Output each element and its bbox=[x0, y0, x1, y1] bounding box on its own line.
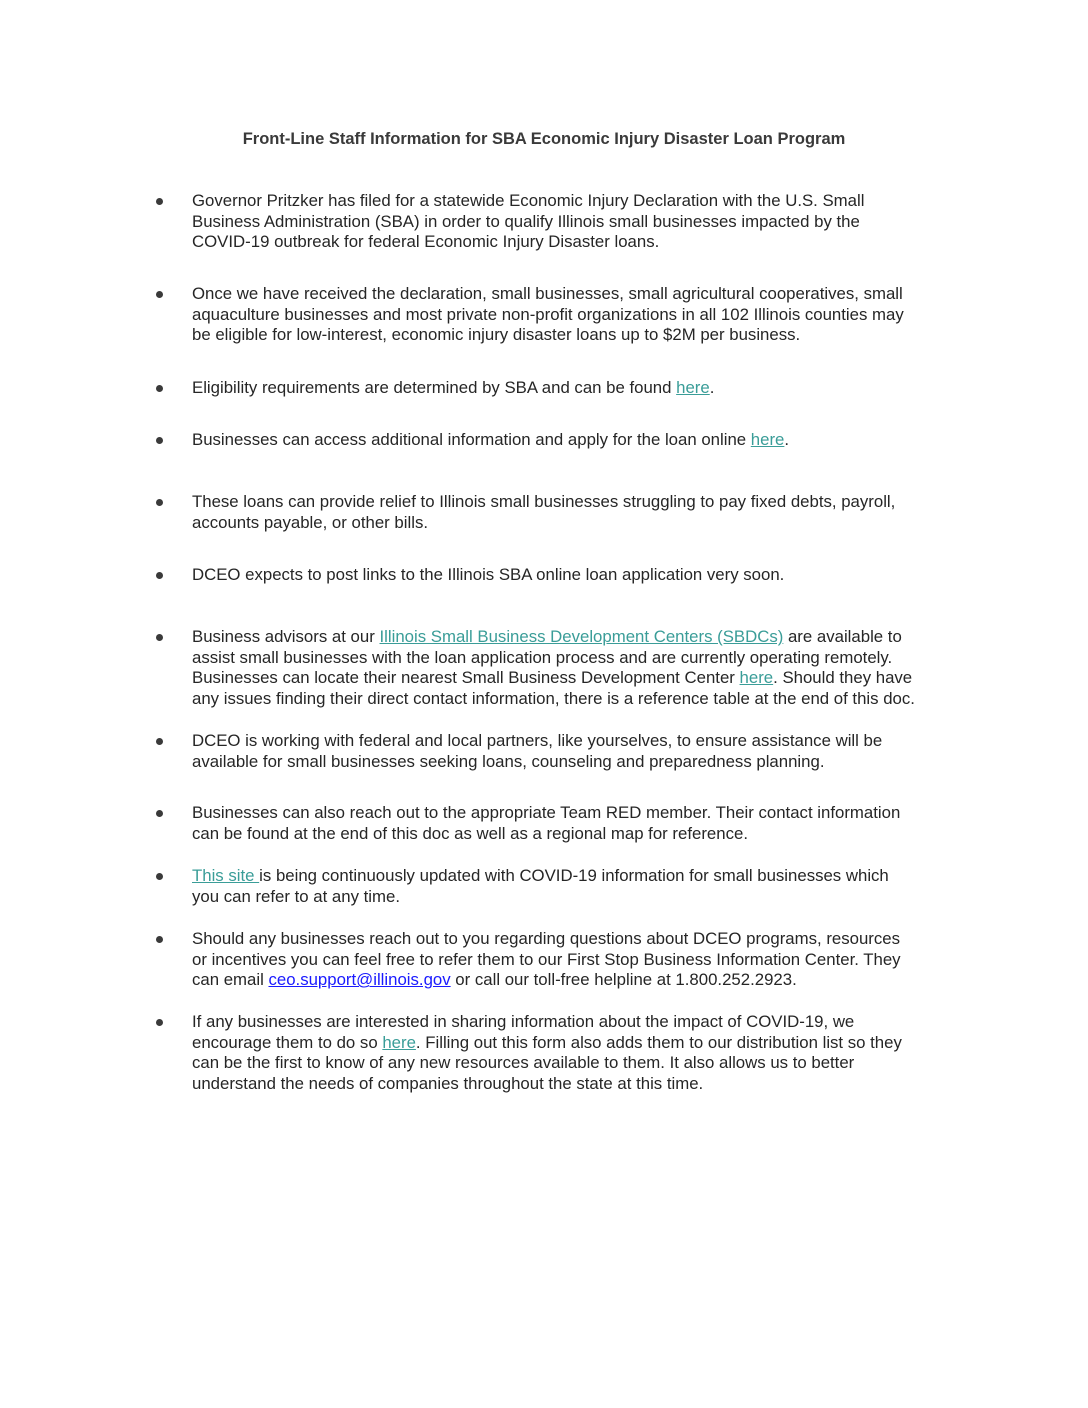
this-site-link[interactable]: This site bbox=[192, 866, 260, 885]
sbdc-locator-here-link[interactable]: here bbox=[739, 668, 774, 688]
bullet-icon bbox=[156, 437, 163, 444]
list-item-text: Should any businesses reach out to you regarding questions about DCEO programs, resources or incentives you can feel free to refer them to our First Stop Business Information Center. They can email ceo.support@illinois.gov or call our toll-free helpline at 1.800.252.2923. bbox=[192, 929, 901, 990]
eligibility-here-link[interactable]: here bbox=[676, 378, 710, 397]
bullet-icon bbox=[156, 572, 163, 579]
bullet-icon bbox=[156, 198, 163, 205]
bullet-icon bbox=[156, 291, 163, 298]
bullet-icon bbox=[156, 634, 163, 641]
list-item-text: This site is being continuously updated with COVID-19 information for small businesses which you can refer to at any time. bbox=[192, 866, 889, 906]
list-item-text: Governor Pritzker has filed for a statewide Economic Injury Declaration with the U.S. Small Business Administration (SBA) in order to qualify Illinois small businesses impacted by the COVID-19 outbreak for federal Economic Injury Disaster loans. bbox=[192, 191, 865, 252]
list-item-text: Business advisors at our Illinois Small Business Development Centers (SBDCs) are available to assist small businesses with the loan application process and are currently operating remotely. Businesses can locate their nearest Small Business Development Center here. Should they have any issues finding their direct contact information, there is a reference table at the end of this doc. bbox=[192, 627, 915, 708]
sbdc-link[interactable]: Illinois Small Business Development Centers (SBDCs) bbox=[379, 627, 784, 646]
list-item-text: These loans can provide relief to Illinois small businesses struggling to pay fixed debts, payroll, accounts payable, or other bills. bbox=[192, 492, 896, 532]
bullet-icon bbox=[156, 873, 163, 880]
impact-survey-here-link[interactable]: here bbox=[382, 1032, 416, 1052]
list-item-text: If any businesses are interested in sharing information about the impact of COVID-19, we encourage them to do so here. Filling out this form also adds them to our distribution list so they can be the first to know of any new resources available to them. It also allows us to better understand the needs of companies throughout the state at this time. bbox=[192, 1012, 902, 1093]
list-item-text: Once we have received the declaration, small businesses, small agricultural cooperatives, small aquaculture businesses and most private non-profit organizations in all 102 Illinois counties may be eligible for low-interest, economic injury disaster loans up to $2M per business. bbox=[192, 284, 904, 345]
support-email-link[interactable]: ceo.support@illinois.gov bbox=[268, 970, 451, 990]
bullet-icon bbox=[156, 936, 163, 943]
document-title: Front-Line Staff Information for SBA Economic Injury Disaster Loan Program bbox=[242, 130, 846, 148]
list-item-text: Eligibility requirements are determined by SBA and can be found here. bbox=[192, 378, 715, 397]
bullet-icon bbox=[156, 385, 163, 392]
bullet-icon bbox=[156, 499, 163, 506]
list-item-text: DCEO expects to post links to the Illinois SBA online loan application very soon. bbox=[192, 565, 785, 584]
bullet-icon bbox=[156, 738, 163, 745]
list-item-text: Businesses can access additional information and apply for the loan online here. bbox=[192, 430, 790, 449]
bullet-icon bbox=[156, 1019, 163, 1026]
bullet-icon bbox=[156, 810, 163, 817]
list-item-text: DCEO is working with federal and local partners, like yourselves, to ensure assistance will be available for small businesses seeking loans, counseling and preparedness planning. bbox=[192, 731, 883, 771]
list-item-text: Businesses can also reach out to the appropriate Team RED member. Their contact information can be found at the end of this doc as well as a regional map for reference. bbox=[192, 803, 901, 843]
apply-loan-here-link[interactable]: here bbox=[750, 430, 785, 449]
